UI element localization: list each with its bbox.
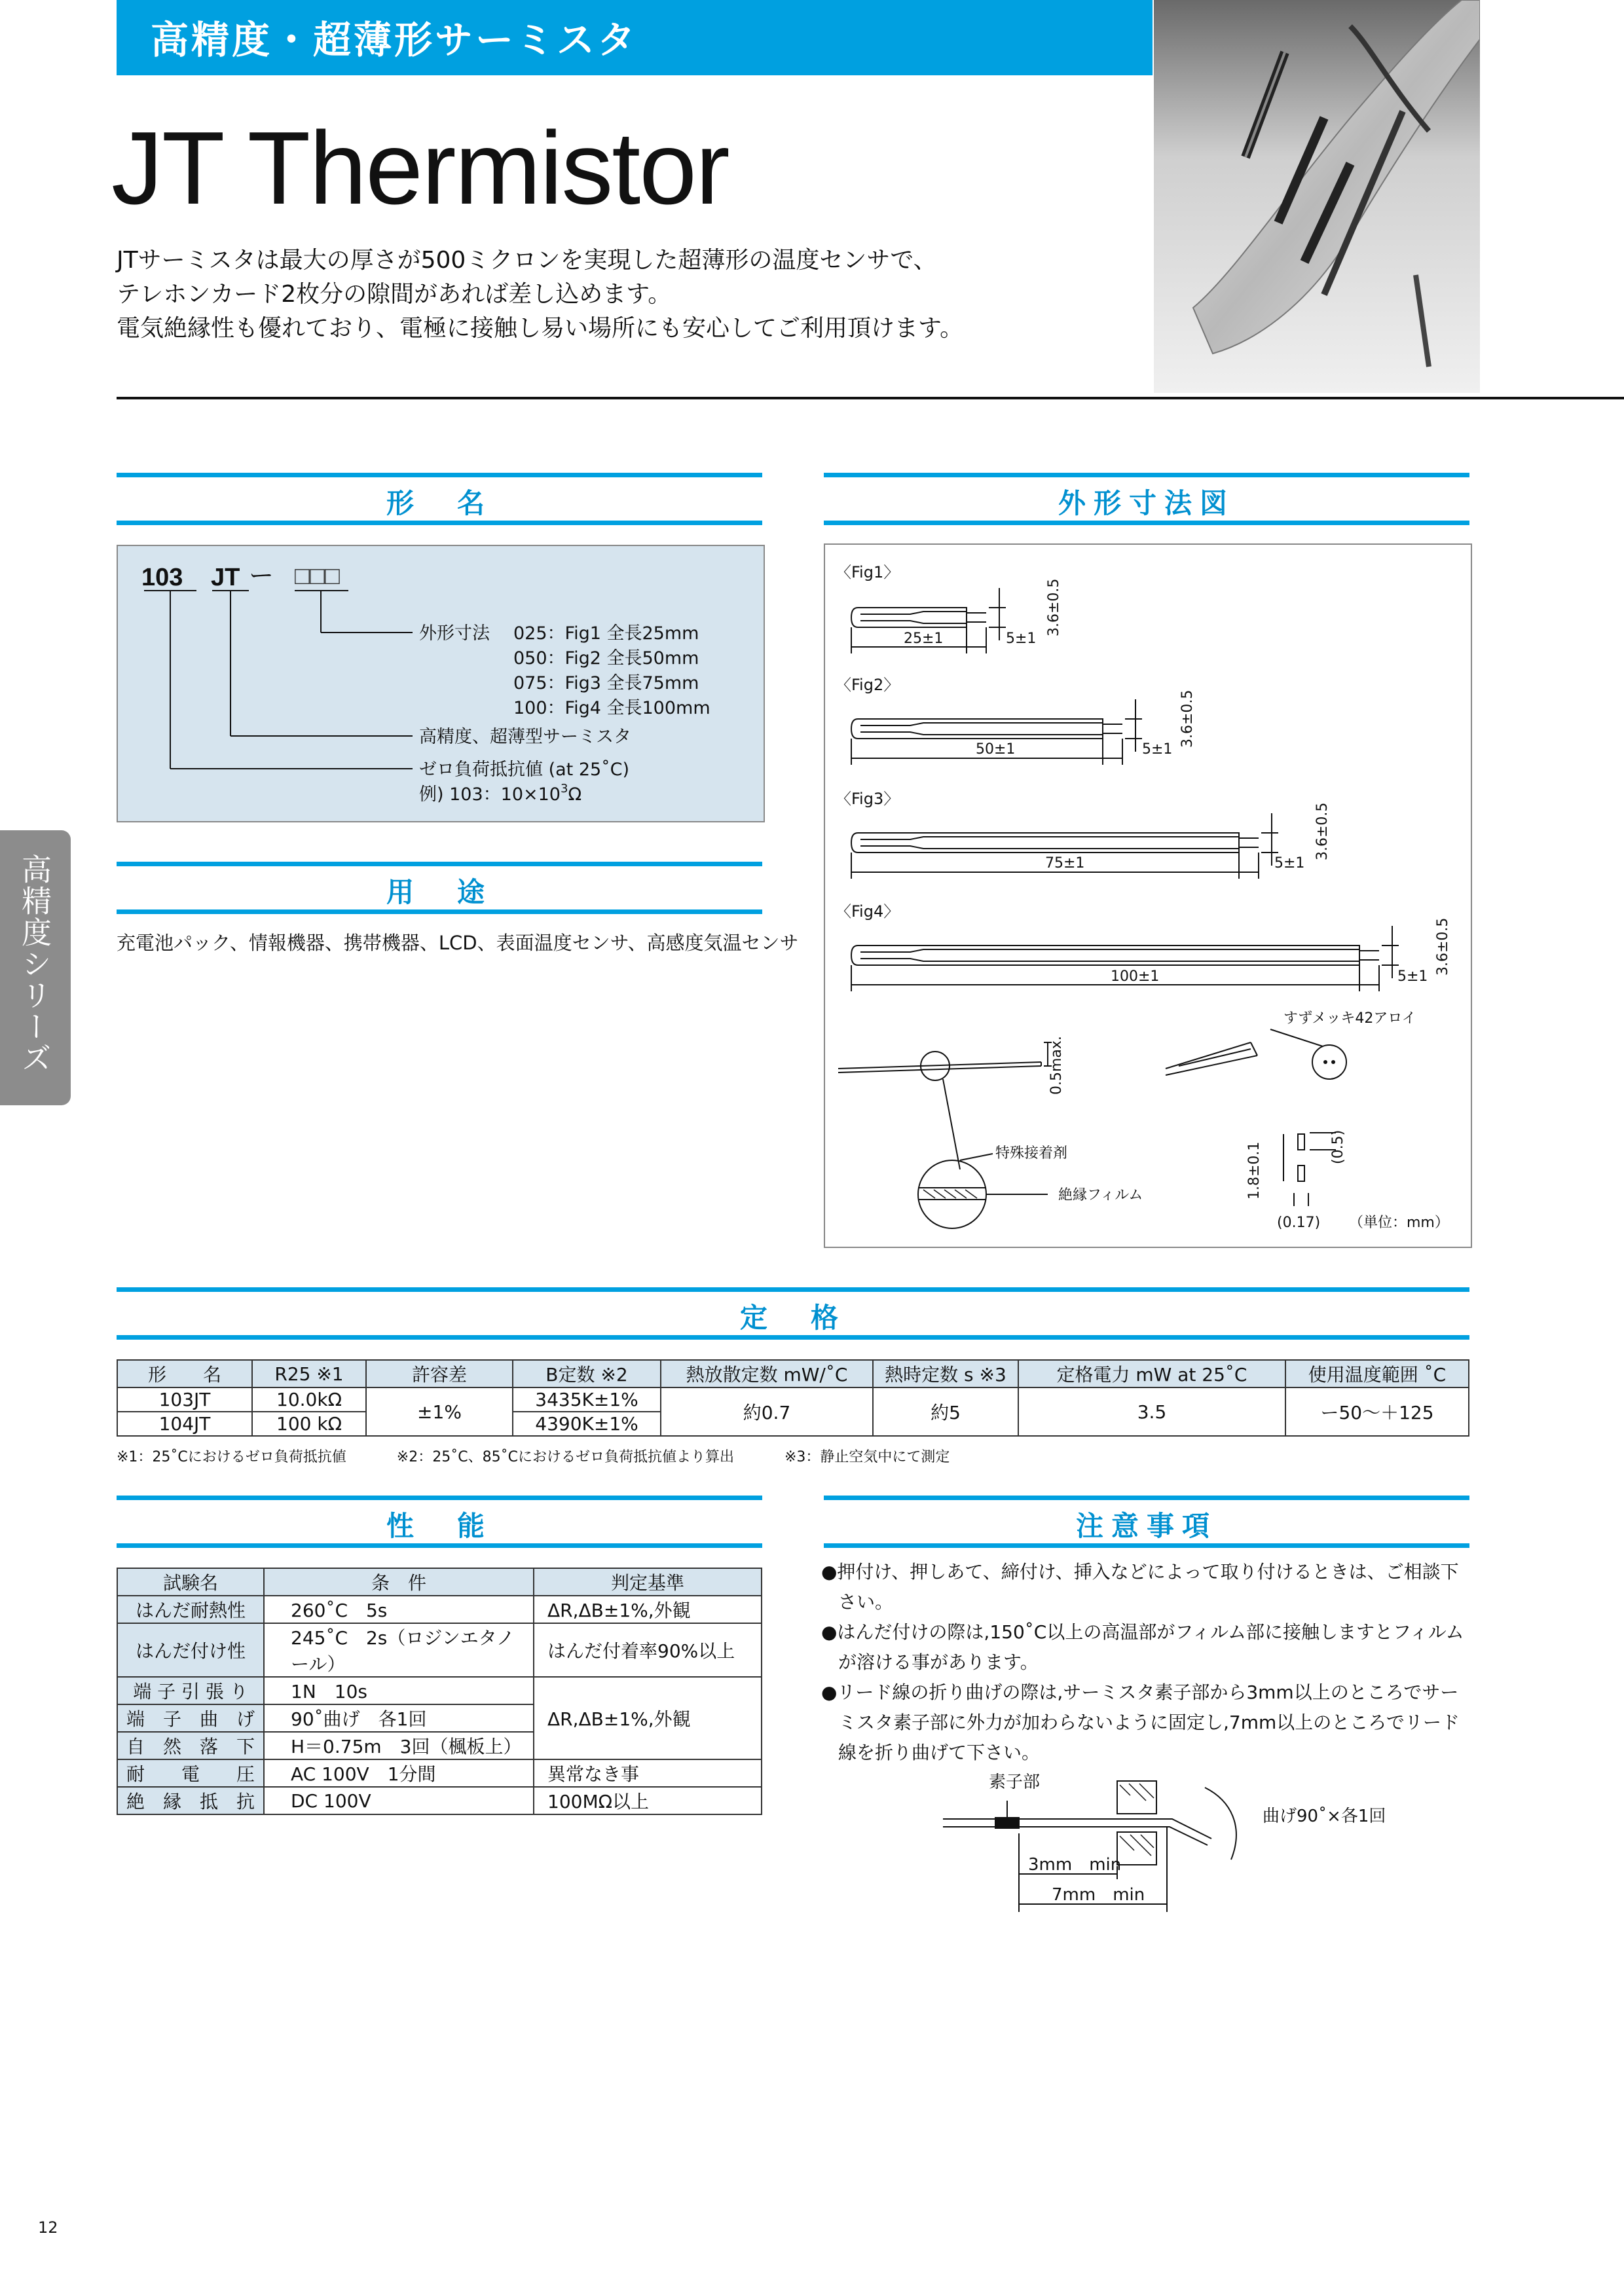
fig2-length: 50±1 [976, 741, 1016, 758]
unit-label: （単位：mm） [1349, 1215, 1449, 1231]
cell-test-name: 絶 縁 抵 抗 [117, 1787, 264, 1814]
cell-test-name: はんだ付け性 [117, 1623, 264, 1677]
section-header-performance [117, 1496, 762, 1548]
table-row [117, 1387, 1469, 1412]
note-3: ※3：静止空気中にて測定 [784, 1449, 950, 1465]
note-1: ※1：25˚Cにおけるゼロ負荷抵抗値 [117, 1449, 346, 1465]
col-model: 形 名 [117, 1360, 252, 1387]
series-side-tab [0, 830, 71, 1105]
model-r-example-prefix: 例) 103：10×10 [419, 784, 561, 805]
section-header-uses [117, 862, 762, 914]
ratings-table [117, 1359, 1469, 1437]
intro-line: テレホンカード2枚分の隙間があれば差し込めます。 [117, 281, 672, 308]
fig1-width: 3.6±0.5 [1046, 578, 1062, 636]
model-code-dash: ー [249, 562, 274, 590]
section-header-ratings [117, 1287, 1469, 1340]
intro-line: JTサーミスタは最大の厚さが500ミクロンを実現した超薄形の温度センサで、 [117, 247, 937, 274]
cell-b-const: 4390K±1% [513, 1412, 661, 1436]
cell-criteria: はんだ付着率90%以上 [534, 1623, 762, 1677]
cell-test-name: 耐 電 圧 [117, 1759, 264, 1787]
table-header-row [117, 1360, 1469, 1387]
cell-model: 104JT [117, 1412, 252, 1436]
col-power: 定格電力 mW at 25˚C [1018, 1360, 1285, 1387]
model-r-example-exponent: 3 [561, 782, 568, 796]
fig1-lead-length: 5±1 [1006, 631, 1037, 647]
page-title: JT Thermistor [111, 111, 729, 226]
col-condition: 条 件 [264, 1568, 534, 1596]
model-dim-label: 外形寸法 [419, 623, 490, 644]
cell-condition: 1N 10s [264, 1677, 534, 1704]
caution-item: ●はんだ付けの際は,150˚C以上の高温部がフィルム部に接触しますとフィルムが溶ける事があります。 [821, 1621, 1464, 1673]
model-code-jt: JT [211, 564, 240, 591]
fig1-outline [860, 612, 967, 614]
fig3-outline [851, 833, 1239, 853]
fig4-outline [860, 949, 1359, 952]
ratings-notes [117, 1446, 950, 1466]
fig3-outline [860, 846, 1239, 849]
fig1-outline [860, 621, 967, 623]
cell-tolerance: ±1% [366, 1387, 513, 1436]
table-row [117, 1623, 762, 1677]
section-title: 形 名 [386, 487, 492, 519]
fig4-outline [851, 946, 1359, 965]
model-code-boxes: □□□ [295, 562, 340, 590]
fig2-label: 〈Fig2〉 [836, 676, 900, 694]
product-photo [1154, 0, 1480, 393]
fig3-width: 3.6±0.5 [1314, 802, 1331, 860]
model-r-example-unit: Ω [568, 784, 582, 805]
intro-text [117, 244, 963, 346]
col-dissipation: 熱放散定数 mW/˚C [661, 1360, 873, 1387]
dim-3mm-label: 3mm min [1028, 1855, 1122, 1875]
section-title: 外形寸法図 [1058, 487, 1235, 519]
cell-r25: 100 kΩ [252, 1412, 366, 1436]
fig3-outline [860, 837, 1239, 839]
fig4-width: 3.6±0.5 [1435, 917, 1451, 976]
cell-temp-range: ー50〜＋125 [1285, 1387, 1469, 1436]
col-criteria: 判定基準 [534, 1568, 762, 1596]
section-title: 注意事項 [1075, 1510, 1217, 1542]
fig2-outline [860, 723, 1103, 725]
header-band-text: 高精度・超薄形サーミスタ [151, 18, 638, 62]
section-title: 性 能 [386, 1510, 492, 1542]
cell-criteria: 100MΩ以上 [534, 1787, 762, 1814]
fig4-label: 〈Fig4〉 [836, 902, 900, 921]
lead-bending-diagram [943, 1761, 1441, 1919]
model-r-example [419, 782, 581, 805]
series-side-tab-label: 高精度シリーズ [17, 854, 52, 1074]
caution-item: ●押付け、押しあて、締付け、挿入などによって取り付けるときは、ご相談下さい。 [821, 1561, 1459, 1613]
section-title: 定 格 [739, 1302, 846, 1334]
element-label: 素子部 [989, 1772, 1041, 1792]
col-tolerance: 許容差 [366, 1360, 513, 1387]
page-number: 12 [38, 2218, 58, 2237]
table-row [117, 1677, 762, 1704]
table-row [117, 1787, 762, 1814]
cell-dissipation: 約0.7 [661, 1387, 873, 1436]
model-dim-line: 100：Fig4 全長100mm [513, 698, 710, 718]
model-dim-line: 050：Fig2 全長50mm [513, 648, 699, 669]
cell-time-const: 約5 [873, 1387, 1018, 1436]
cell-condition: AC 100V 1分間 [264, 1759, 534, 1787]
cell-power: 3.5 [1018, 1387, 1285, 1436]
dimension-drawings [825, 545, 1471, 1247]
cell-condition: 90˚曲げ 各1回 [264, 1704, 534, 1732]
cell-b-const: 3435K±1% [513, 1387, 661, 1412]
cell-r25: 10.0kΩ [252, 1387, 366, 1412]
fig2-outline [851, 719, 1103, 739]
performance-table [117, 1568, 762, 1815]
fig3-lead-length: 5±1 [1274, 855, 1305, 872]
cell-test-name: 端 子 曲 げ [117, 1704, 264, 1732]
section-header-caution [824, 1496, 1469, 1548]
fig3-length: 75±1 [1045, 855, 1085, 872]
model-code-box [117, 545, 765, 822]
cell-test-name: はんだ耐熱性 [117, 1596, 264, 1623]
fig2-lead-length: 5±1 [1142, 741, 1173, 758]
col-b-const: B定数 ※2 [513, 1360, 661, 1387]
section-header-dimensions [824, 473, 1469, 525]
col-temp-range: 使用温度範囲 ˚C [1285, 1360, 1469, 1387]
cell-condition: 260˚C 5s [264, 1596, 534, 1623]
fig2-outline [860, 732, 1103, 735]
fig4-outline [860, 959, 1359, 961]
cell-test-name: 自 然 落 下 [117, 1732, 264, 1759]
uses-text: 充電池パック、情報機器、携帯機器、LCD、表面温度センサ、高感度気温センサ [117, 932, 799, 954]
table-row [117, 1596, 762, 1623]
header-band [117, 0, 1153, 75]
header-divider [117, 397, 1624, 399]
cell-criteria: ΔR,ΔB±1%,外観 [534, 1677, 762, 1759]
cell-test-name: 端 子 引 張 り [117, 1677, 264, 1704]
caution-item: ●リード線の折り曲げの際は,サーミスタ素子部から3mm以上のところでサーミスタ素子部に外力が加わらないように固定し,7mm以上のところでリード線を折り曲げて下さい。 [821, 1681, 1460, 1763]
fig4-length: 100±1 [1111, 968, 1160, 985]
bend-label: 曲げ90˚×各1回 [1263, 1807, 1386, 1826]
table-row [117, 1759, 762, 1787]
note-2: ※2：25˚C、85˚Cにおけるゼロ負荷抵抗値より算出 [396, 1449, 734, 1465]
adhesive-label: 特殊接着剤 [995, 1145, 1068, 1162]
lead-material-label: すずメッキ42アロイ [1283, 1010, 1416, 1027]
model-code-diagram [118, 546, 764, 821]
dimension-drawing-box [824, 543, 1472, 1248]
col-time-const: 熱時定数 s ※3 [873, 1360, 1018, 1387]
fig2-width: 3.6±0.5 [1179, 689, 1196, 748]
section-title: 用 途 [386, 876, 492, 908]
thickness-label: 0.5max. [1048, 1036, 1065, 1095]
lead-thickness-label: (0.5) [1330, 1129, 1346, 1164]
intro-line: 電気絶縁性も優れており、電極に接触し易い場所にも安心してご利用頂けます。 [117, 315, 964, 342]
caution-list [821, 1557, 1469, 1768]
lead-diameter-label: (0.17) [1277, 1215, 1321, 1231]
model-dim-line: 025：Fig1 全長25mm [513, 623, 699, 644]
col-r25: R25 ※1 [252, 1360, 366, 1387]
fig4-lead-length: 5±1 [1397, 968, 1428, 985]
model-dim-line: 075：Fig3 全長75mm [513, 673, 699, 693]
dim-7mm-label: 7mm min [1052, 1885, 1145, 1905]
model-code-103: 103 [141, 564, 183, 591]
table-header-row [117, 1568, 762, 1596]
col-test-name: 試験名 [117, 1568, 264, 1596]
cell-condition: H＝0.75m 3回（楓板上） [264, 1732, 534, 1759]
cell-criteria: 異常なき事 [534, 1759, 762, 1787]
cell-model: 103JT [117, 1387, 252, 1412]
fig1-outline [851, 608, 967, 627]
cell-condition: 245˚C 2s（ロジンエタノール） [264, 1623, 534, 1677]
cell-criteria: ΔR,ΔB±1%,外観 [534, 1596, 762, 1623]
section-header-model [117, 473, 762, 525]
cell-condition: DC 100V [264, 1787, 534, 1814]
model-r-label: ゼロ負荷抵抗値 (at 25˚C) [419, 760, 630, 780]
fig1-label: 〈Fig1〉 [836, 563, 900, 581]
fig1-length: 25±1 [904, 631, 944, 647]
fig3-label: 〈Fig3〉 [836, 790, 900, 808]
lead-width-label: 1.8±0.1 [1246, 1141, 1263, 1200]
film-label: 絶縁フィルム [1058, 1187, 1143, 1203]
model-type-label: 高精度、超薄型サーミスタ [419, 727, 631, 747]
